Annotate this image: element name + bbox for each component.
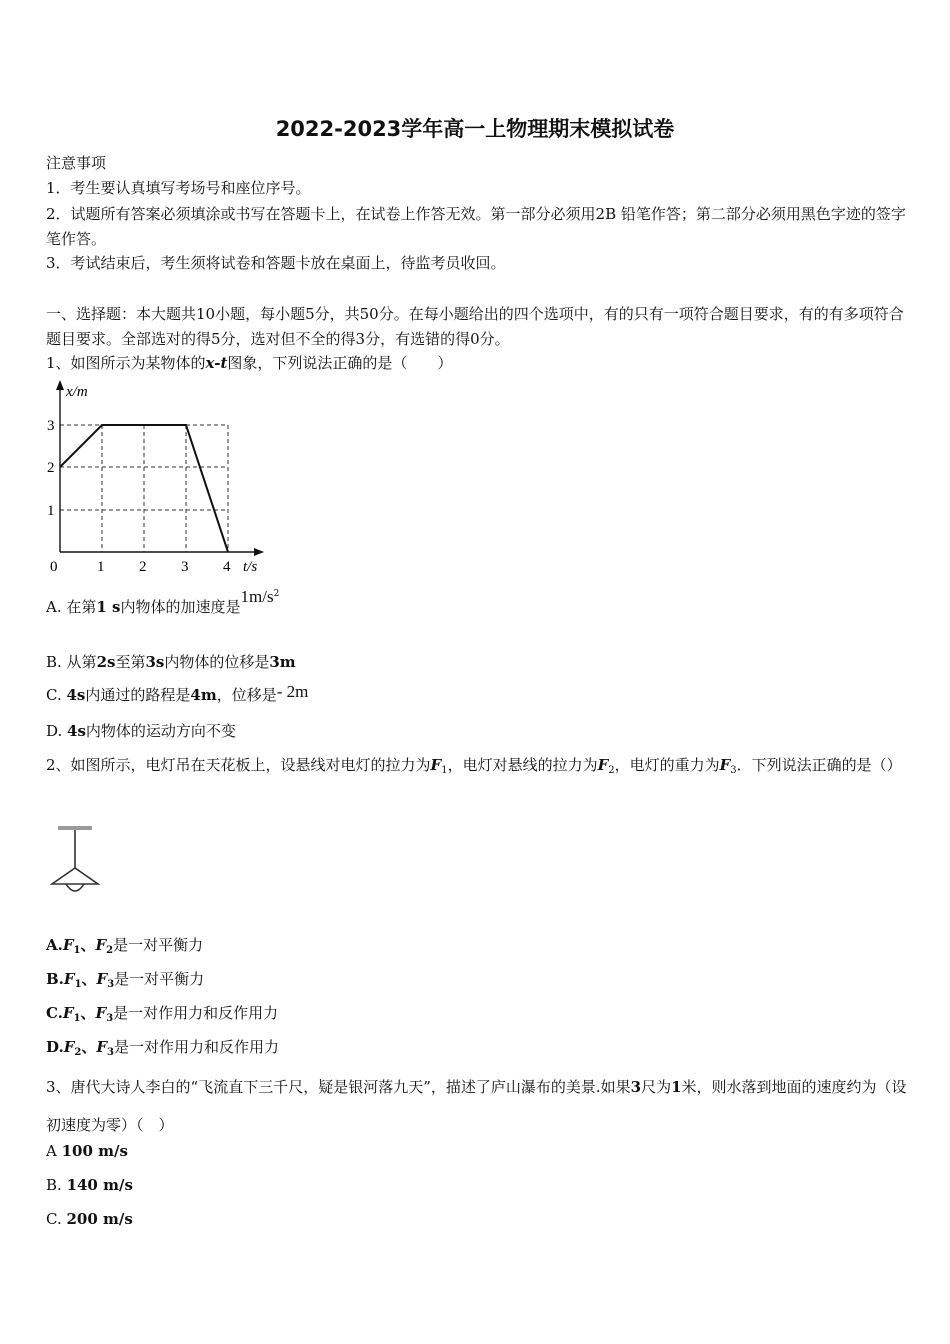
y-tick-2: 2: [47, 460, 55, 476]
y-tick-1: 1: [47, 503, 55, 519]
q3-stem: 3、唐代大诗人李白的“飞流直下三千尺，疑是银河落九天”，描述了庐山瀑布的美景.如果3尺为1米，则水落到地面的速度约为（设初速度为零）（ ）: [46, 1078, 907, 1134]
section-intro: 一、选择题：本大题共10小题，每小题5分，共50分。在每小题给出的四个选项中，有的只有一项符合题目要求，有的有多项符合题目要求。全部选对的得5分，选对但不全的得3分，有选错的得0分。: [46, 305, 904, 348]
ceiling-shape: [58, 826, 92, 830]
q3-option-b: B. 140 m/s: [46, 1176, 133, 1194]
notice-item-3: 3．考试结束后，考生须将试卷和答题卡放在桌面上，待监考员收回。: [46, 254, 506, 272]
q2-option-c: $C.F_1$、$F_3$是一对作用力和反作用力: [46, 1004, 279, 1024]
q1-xt-graph: [40, 378, 275, 578]
notice-item-2: 2．试题所有答案必须填涂或书写在答题卡上，在试卷上作答无效。第一部分必须用2B 铅笔作答；第二部分必须用黑色字迹的签字笔作答。: [46, 205, 906, 248]
q2-stem-line1: 2、如图所示，电灯吊在天花板上，设悬线对电灯的拉力为$F_1$，电灯对悬线的拉力为$F_2$，电灯的重力为$F_3$．下列说法正确的是（）: [46, 756, 902, 776]
q3-option-a: A 100 m/s: [46, 1142, 128, 1160]
page-title: 2022-2023学年高一上物理期末模拟试卷: [275, 117, 675, 141]
notice-heading: 注意事项: [46, 154, 107, 172]
y-axis-label: x/m: [66, 384, 88, 400]
y-axis-arrow: [56, 380, 64, 390]
q1-stem: 1、如图所示为某物体的x-t图象，下列说法正确的是（ ）: [46, 354, 453, 372]
y-tick-3: 3: [47, 418, 55, 434]
x-tick-4: 4: [223, 559, 231, 575]
x-tick-0: 0: [50, 559, 58, 575]
x-tick-1: 1: [97, 559, 105, 575]
q1-option-c: C. 4s内通过的路程是4m，位移是- 2m: [46, 682, 309, 704]
q1-option-d: D. 4s内物体的运动方向不变: [46, 722, 236, 740]
x-tick-3: 3: [181, 559, 189, 575]
q2-option-a: $A.F_1$、$F_2$是一对平衡力: [46, 936, 204, 956]
x-axis-label: t/s: [243, 559, 258, 575]
q3-option-c: C. 200 m/s: [46, 1210, 133, 1228]
lamp-diagram: [46, 824, 106, 900]
q2-option-d: $D.F_2$、$F_3$是一对作用力和反作用力: [46, 1038, 279, 1058]
q1-option-b: B. 从第2s至第3s内物体的位移是3m: [46, 653, 296, 671]
x-tick-2: 2: [139, 559, 147, 575]
q2-option-b: $B.F_1$、$F_3$是一对平衡力: [46, 970, 205, 990]
x-axis-arrow: [254, 548, 264, 556]
q1-option-a: A. 在第1 s内物体的加速度是$1m/s^2$: [46, 587, 280, 616]
lamp-bulb: [66, 884, 84, 891]
graph-gridlines: [60, 425, 228, 552]
notice-item-1: 1．考生要认真填写考场号和座位序号。: [46, 179, 311, 197]
lamp-shade: [52, 868, 98, 884]
